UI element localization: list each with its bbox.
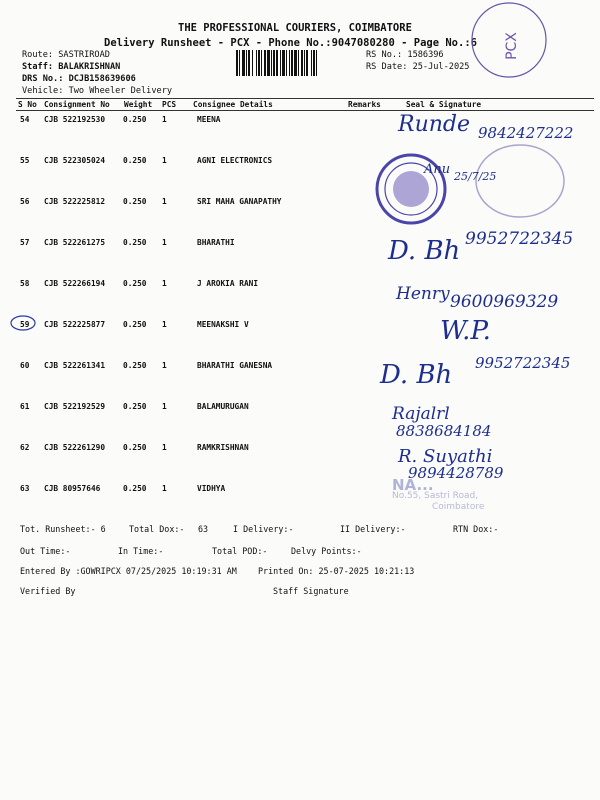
barcode-bar xyxy=(264,50,266,76)
printed-on: Printed On: 25-07-2025 10:21:13 xyxy=(258,566,415,576)
row-consignment: CJB 522225877 xyxy=(44,320,106,329)
row-weight: 0.250 xyxy=(123,361,147,370)
row-sno: 63 xyxy=(20,484,30,493)
barcode-bar xyxy=(271,50,272,76)
row-consignee: J AROKIA RANI xyxy=(197,279,259,288)
barcode-bar xyxy=(316,50,317,76)
row-pcs: 1 xyxy=(162,238,167,247)
phone-row-62: 9894428789 xyxy=(408,464,504,482)
total-pod: Total POD:- xyxy=(212,546,268,556)
total-dox-label: Total Dox:- xyxy=(129,524,185,534)
col-consignment: Consignment No xyxy=(44,100,110,109)
phone-row-58: 9600969329 xyxy=(450,292,559,312)
row-weight: 0.250 xyxy=(123,443,147,452)
row-sno: 59 xyxy=(20,320,30,329)
barcode-bar xyxy=(276,50,278,76)
row-consignment: CJB 522192529 xyxy=(44,402,106,411)
col-pcs: PCS xyxy=(162,100,177,109)
barcode-bar xyxy=(298,50,299,76)
row-consignee: BHARATHI xyxy=(197,238,235,247)
company-title: THE PROFESSIONAL COURIERS, COIMBATORE xyxy=(178,22,412,34)
row-pcs: 1 xyxy=(162,443,167,452)
pcx-stamp-text: PCX xyxy=(504,32,520,60)
barcode-bar xyxy=(280,50,281,76)
barcode-bar xyxy=(301,50,303,76)
i-delivery: I Delivery:- xyxy=(233,524,294,534)
barcode-bar xyxy=(246,50,247,76)
pcx-stamp xyxy=(466,2,552,80)
row-consignment: CJB 522261341 xyxy=(44,361,106,370)
row-sno: 54 xyxy=(20,115,30,124)
row-consignee: BALAMURUGAN xyxy=(197,402,249,411)
row-consignment: CJB 522266194 xyxy=(44,279,106,288)
barcode-bar xyxy=(306,50,308,76)
row-consignee: AGNI ELECTRONICS xyxy=(197,156,273,165)
row-pcs: 1 xyxy=(162,361,167,370)
ii-delivery: II Delivery:- xyxy=(340,524,406,534)
delvy-points: Delvy Points:- xyxy=(291,546,362,556)
row-pcs: 1 xyxy=(162,115,167,124)
runsheet-title: Delivery Runsheet - PCX - Phone No.:9047080280 - Page No.:6 xyxy=(104,37,477,49)
row-weight: 0.250 xyxy=(123,402,147,411)
total-dox-value: 63 xyxy=(198,524,209,534)
row-consignment: CJB 522261275 xyxy=(44,238,106,247)
row-weight: 0.250 xyxy=(123,279,147,288)
row-weight: 0.250 xyxy=(123,484,147,493)
address-stamp-line: No.55, Sastri Road, xyxy=(392,491,479,501)
row-consignee: VIDHYA xyxy=(197,484,226,493)
rs-number: RS No.: 1586396 xyxy=(366,50,444,60)
row-weight: 0.250 xyxy=(123,197,147,206)
barcode-bar xyxy=(239,50,240,76)
row-consignee: BHARATHI GANESNA xyxy=(197,361,273,370)
phone-row-54: 9842427222 xyxy=(478,124,574,142)
signature-row-54: Runde xyxy=(398,112,471,137)
vehicle-label: Vehicle: Two Wheeler Delivery xyxy=(22,86,173,96)
row-consignee: SRI MAHA GANAPATHY xyxy=(197,197,282,206)
barcode-bar xyxy=(267,50,270,76)
tot-runsheet: Tot. Runsheet:- 6 xyxy=(20,524,106,534)
barcode-bar xyxy=(273,50,275,76)
signature-row-55: Anu xyxy=(424,162,451,177)
row-sno: 57 xyxy=(20,238,30,247)
row-pcs: 1 xyxy=(162,197,167,206)
barcode-bar xyxy=(282,50,285,76)
rtn-dox: RTN Dox:- xyxy=(453,524,499,534)
row-sno: 55 xyxy=(20,156,30,165)
row-weight: 0.250 xyxy=(123,115,147,124)
barcode-bar xyxy=(236,50,238,76)
verified-by: Verified By xyxy=(20,586,76,596)
phone-row-60: 9952722345 xyxy=(475,354,571,372)
barcode-bar xyxy=(252,50,253,76)
row-sno: 62 xyxy=(20,443,30,452)
barcode-bar xyxy=(313,50,315,76)
barcode-bar xyxy=(294,50,297,76)
signature-row-58: Henry xyxy=(396,284,450,304)
barcode-bar xyxy=(286,50,287,76)
row-sno: 58 xyxy=(20,279,30,288)
row-consignee: RAMKRISHNAN xyxy=(197,443,249,452)
staff-label: Staff: BALAKRISHNAN xyxy=(22,62,121,72)
row-consignee: MEENAKSHI V xyxy=(197,320,249,329)
barcode-bar xyxy=(311,50,312,76)
row-consignment: CJB 522192530 xyxy=(44,115,106,124)
col-weight: Weight xyxy=(124,100,153,109)
row-pcs: 1 xyxy=(162,320,167,329)
signature-row-60: D. Bh xyxy=(380,360,453,390)
signature-row-62: R. Suyathi xyxy=(398,446,493,467)
col-consignee: Consignee Details xyxy=(193,100,273,109)
barcode-bar xyxy=(261,50,262,76)
row-sno: 60 xyxy=(20,361,30,370)
row-pcs: 1 xyxy=(162,484,167,493)
col-seal-signature: Seal & Signature xyxy=(406,100,482,109)
route-label: Route: SASTRIROAD xyxy=(22,50,110,60)
table-top-rule xyxy=(16,98,594,99)
row-consignment: CJB 522225812 xyxy=(44,197,106,206)
drs-number: DRS No.: DCJB158639606 xyxy=(22,74,136,84)
barcode xyxy=(236,50,360,76)
barcode-bar xyxy=(248,50,250,76)
barcode-bar xyxy=(289,50,290,76)
phone-row-57: 9952722345 xyxy=(465,229,574,249)
row-sno: 56 xyxy=(20,197,30,206)
address-stamp-line: Coimbatore xyxy=(432,502,485,512)
table-header-rule xyxy=(16,110,594,111)
signature-row-57: D. Bh xyxy=(388,236,461,266)
row-sno: 61 xyxy=(20,402,30,411)
row-consignment: CJB 522305024 xyxy=(44,156,106,165)
staff-signature: Staff Signature xyxy=(273,586,349,596)
row-weight: 0.250 xyxy=(123,320,147,329)
signature-row-59: W.P. xyxy=(440,316,491,346)
circled-row-mark xyxy=(9,314,39,332)
row-consignment: CJB 80957646 xyxy=(44,484,101,493)
barcode-bar xyxy=(304,50,305,76)
barcode-bar xyxy=(256,50,257,76)
row-pcs: 1 xyxy=(162,156,167,165)
phone-row-61: 8838684184 xyxy=(396,422,492,440)
date-row-55: 25/7/25 xyxy=(454,170,497,183)
row-consignment: CJB 522261290 xyxy=(44,443,106,452)
col-sno: S No xyxy=(18,100,37,109)
row-pcs: 1 xyxy=(162,279,167,288)
barcode-bar xyxy=(291,50,293,76)
rs-date: RS Date: 25-Jul-2025 xyxy=(366,62,470,72)
row-consignee: MEENA xyxy=(197,115,221,124)
row-weight: 0.250 xyxy=(123,238,147,247)
row-weight: 0.250 xyxy=(123,156,147,165)
barcode-bar xyxy=(242,50,245,76)
signature-row-61: Rajalrl xyxy=(392,404,450,424)
address-stamp: NA... No.55, Sastri Road, Coimbatore xyxy=(392,480,578,524)
row-pcs: 1 xyxy=(162,402,167,411)
in-time: In Time:- xyxy=(118,546,164,556)
out-time: Out Time:- xyxy=(20,546,71,556)
barcode-bar xyxy=(258,50,260,76)
col-remarks: Remarks xyxy=(348,100,381,109)
entered-by: Entered By :GOWRIPCX 07/25/2025 10:19:31 AM xyxy=(20,566,237,576)
